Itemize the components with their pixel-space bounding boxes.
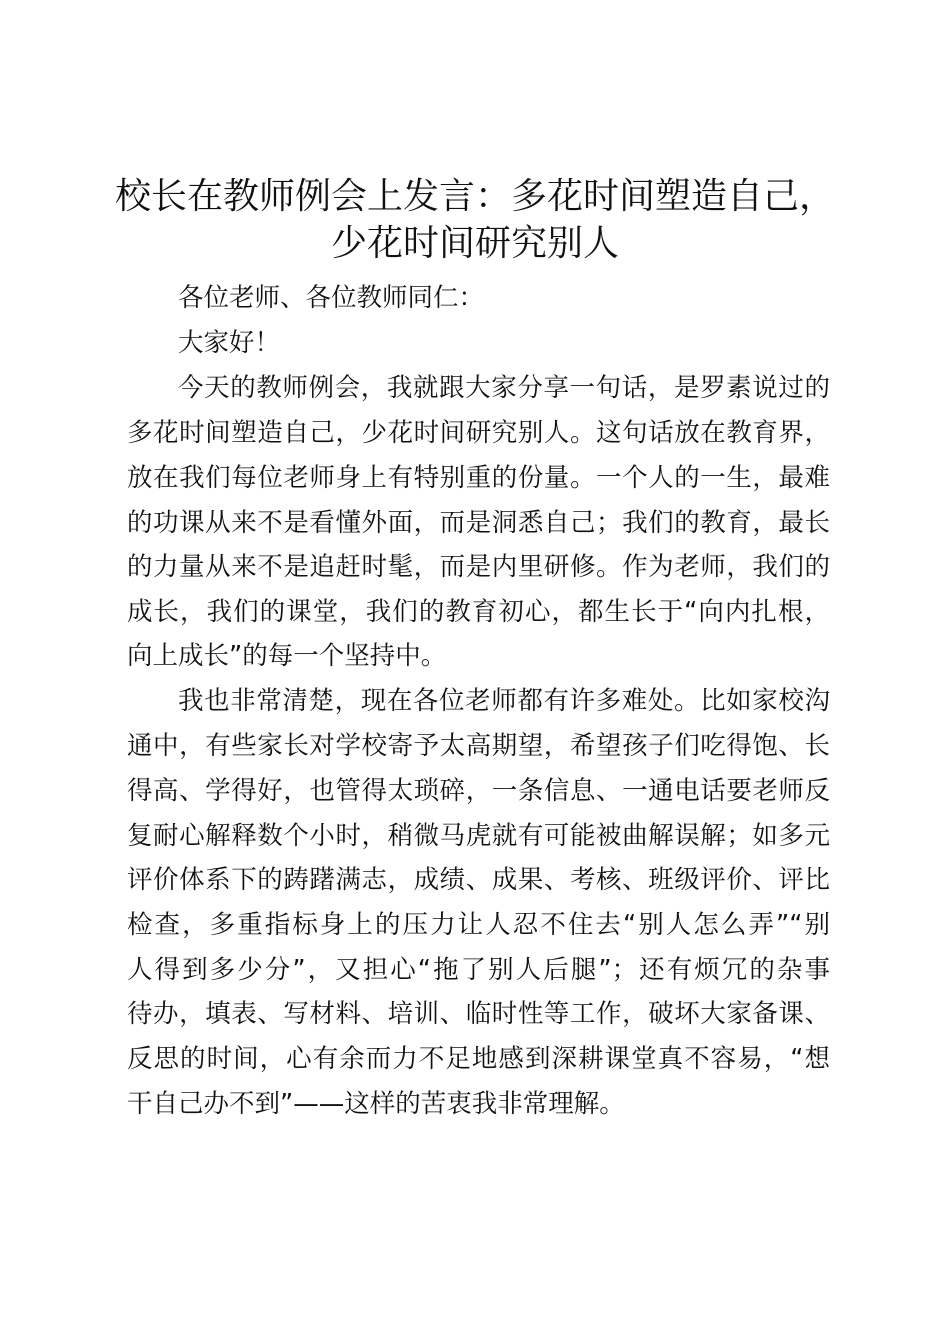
paragraph-1-line: 今天的教师例会，我就跟大家分享一句话，是罗素说过的 [178,373,830,403]
paragraph-2-line: 待办，填表、写材料、培训、临时性等工作，破坏大家备课、 [127,999,830,1029]
paragraph-2-line: 反思的时间，心有余而力不足地感到深耕课堂真不容易，“想 [127,1044,830,1074]
paragraph-2-line: 复耐心解释数个小时，稍微马虎就有可能被曲解误解；如多元 [127,821,830,851]
paragraph-2-line: 通中，有些家长对学校寄予太高期望，希望孩子们吃得饱、长 [127,731,830,761]
paragraph-1-line: 放在我们每位老师身上有特别重的份量。一个人的一生，最难 [127,463,830,493]
paragraph-2-line: 我也非常清楚，现在各位老师都有许多难处。比如家校沟 [178,686,830,716]
paragraph-1-line: 的功课从来不是看懂外面，而是洞悉自己；我们的教育，最长 [127,508,830,538]
paragraph-1-line: 向上成长”的每一个坚持中。 [127,641,447,671]
greeting: 大家好！ [178,328,281,358]
paragraph-2-line: 干自己办不到”——这样的苦衷我非常理解。 [127,1089,625,1119]
paragraph-1-line: 的力量从来不是追赶时髦，而是内里研修。作为老师，我们的 [127,552,830,582]
document-title-line-1: 校长在教师例会上发言：多花时间塑造自己， [114,176,835,217]
salutation: 各位老师、各位教师同仁： [178,283,485,313]
paragraph-2-line: 评价体系下的踌躇满志，成绩、成果、考核、班级评价、评比 [127,865,830,895]
paragraph-1-line: 多花时间塑造自己，少花时间研究别人。这句话放在教育界， [127,418,830,448]
paragraph-1-line: 成长，我们的课堂，我们的教育初心，都生长于“向内扎根， [127,597,830,627]
paragraph-2-line: 检查，多重指标身上的压力让人忍不住去“别人怎么弄”“别 [127,910,830,940]
paragraph-2-line: 得高、学得好，也管得太琐碎，一条信息、一通电话要老师反 [127,776,830,806]
document-title-line-2: 少花时间研究别人 [330,223,619,264]
paragraph-2-line: 人得到多少分”，又担心“拖了别人后腿”；还有烦冗的杂事 [127,955,830,985]
